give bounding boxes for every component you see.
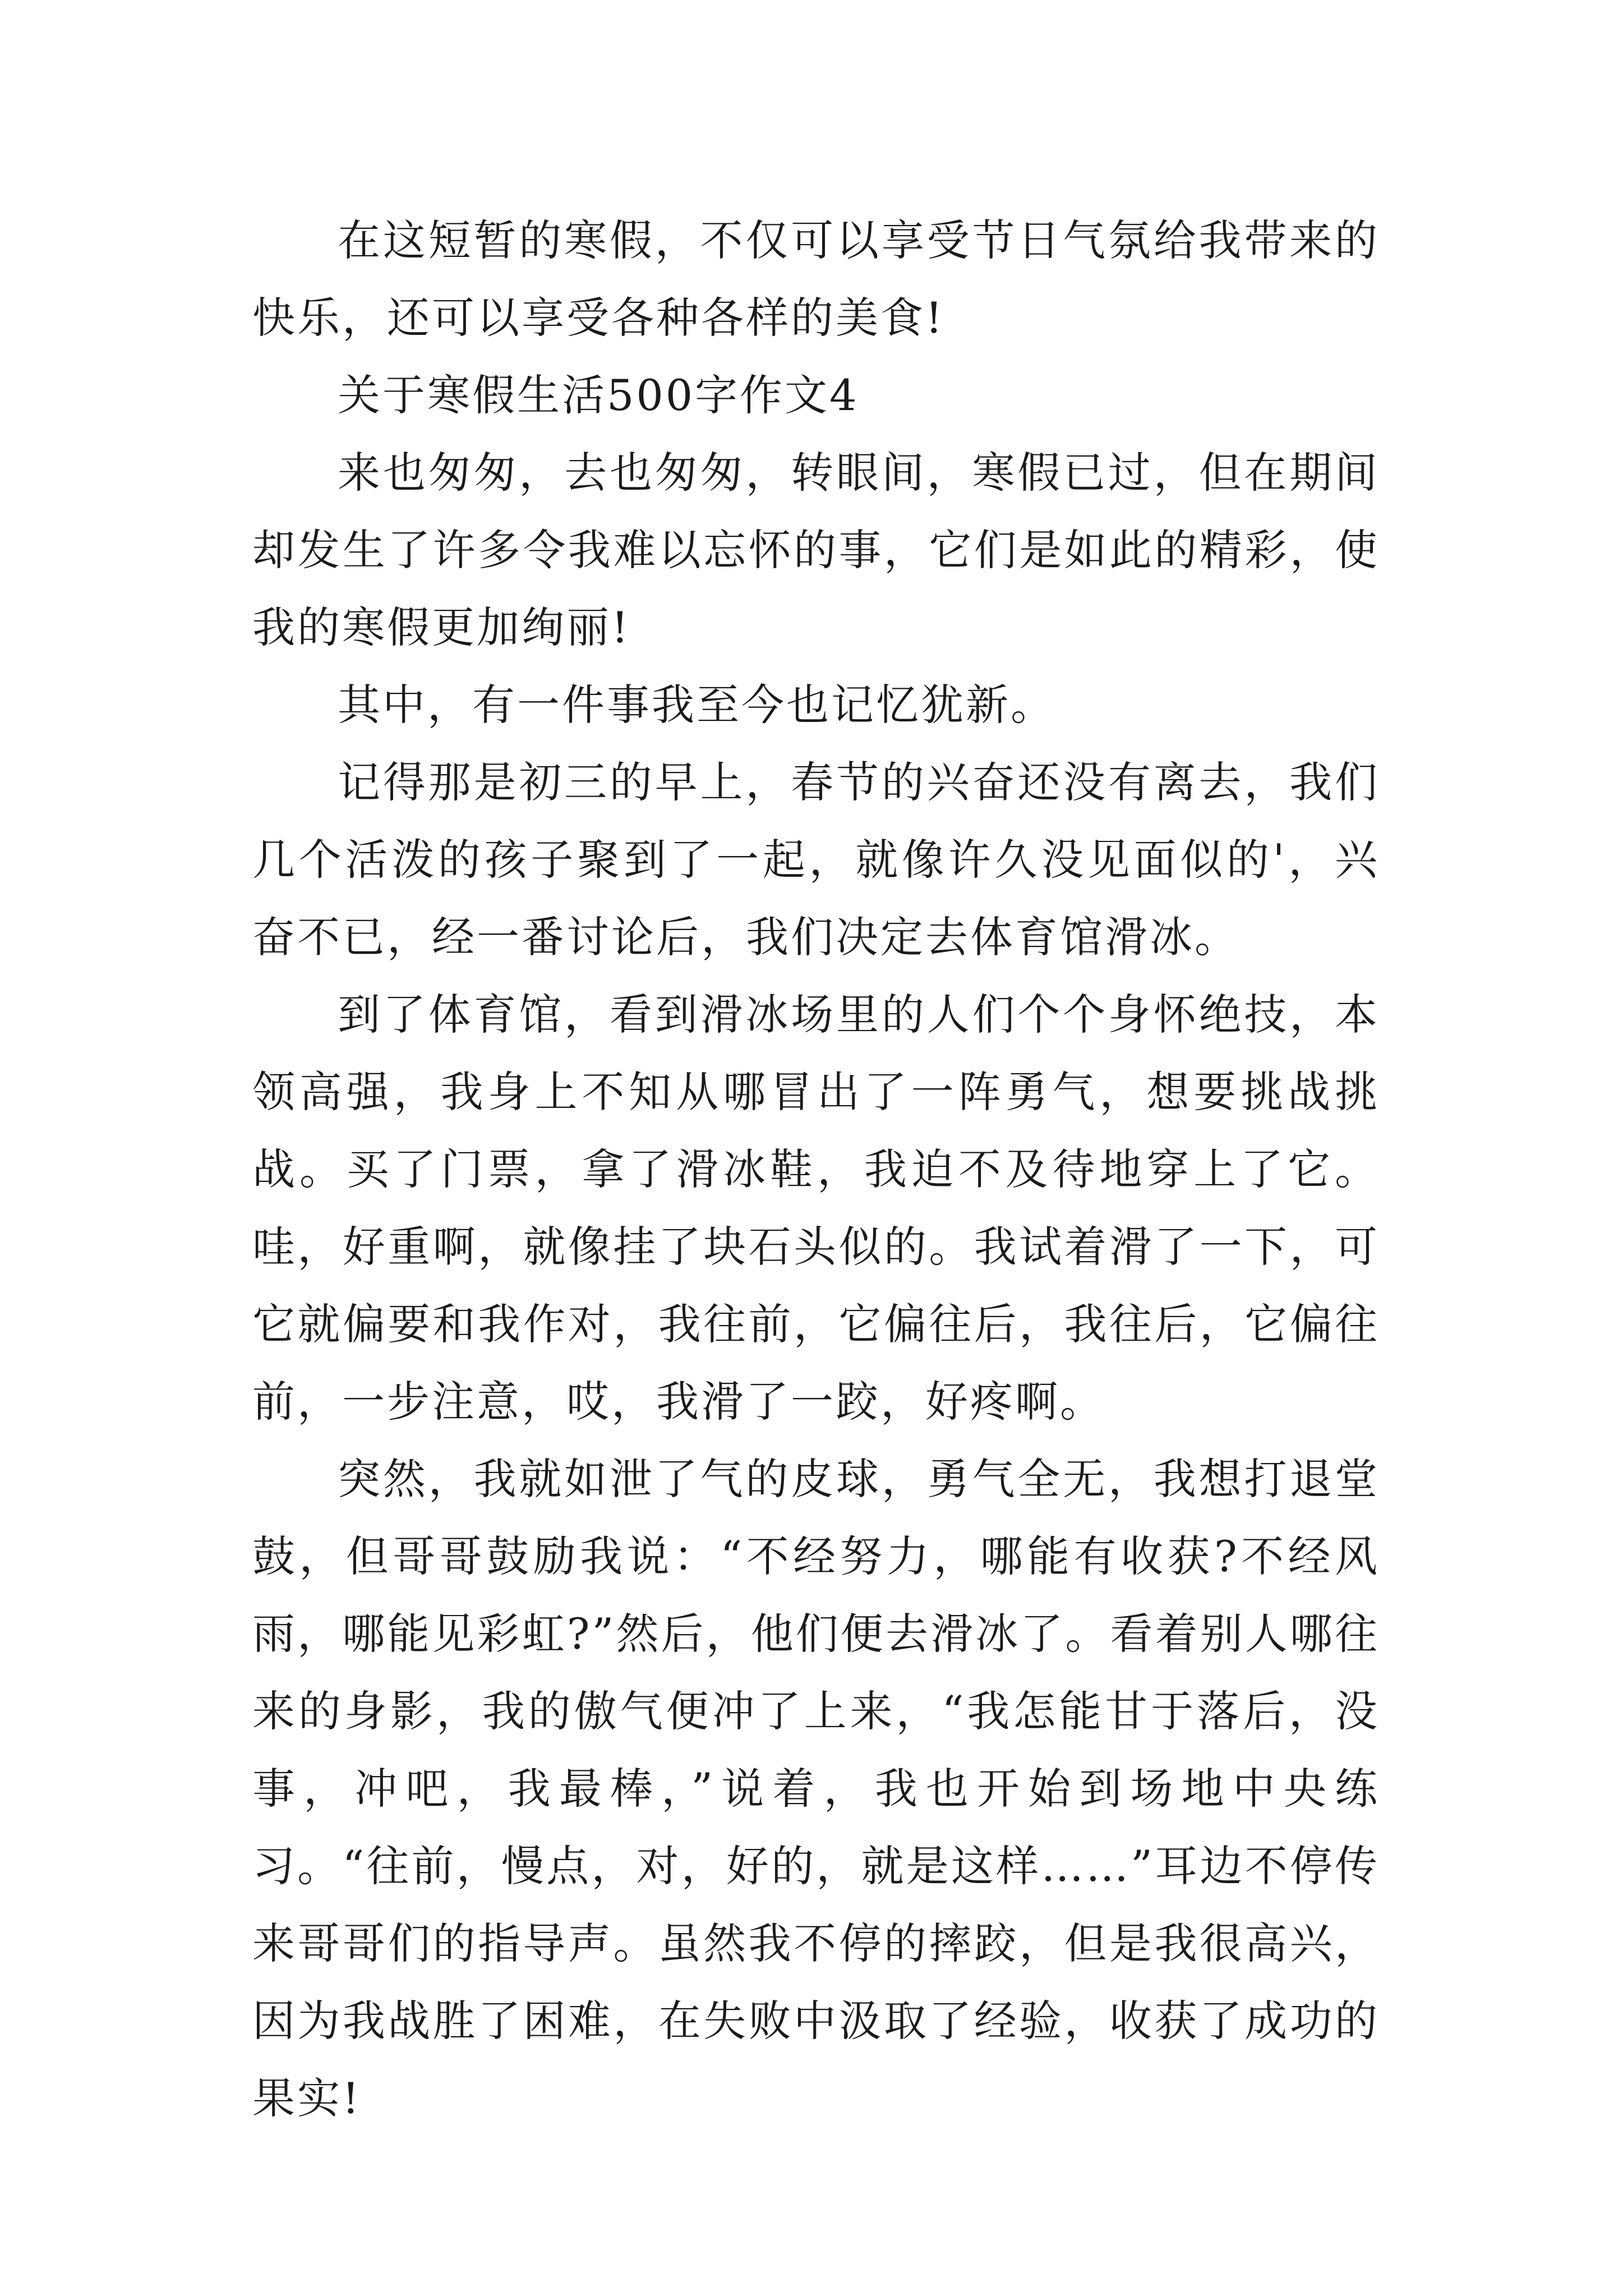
paragraph-skating-success: 突然，我就如泄了气的皮球，勇气全无，我想打退堂鼓，但哥哥鼓励我说：“不经努力，哪能有收获?不经风雨，哪能见彩虹?”然后，他们便去滑冰了。看着别人哪往来的身影，我的傲气便冲了上来，“我怎能甘于落后，没事，冲吧，我最棒，”说着，我也开始到场地中央练习。“往前，慢点，对，好的，就是这样……”耳边不停传来哥哥们的指导声。虽然我不停的摔跤，但是我很高兴，因为我战胜了困难，在失败中汲取了经验，收获了成功的果实! [252,1454,1380,2123]
essay-title: 关于寒假生活500字作文4 [338,370,859,420]
paragraph-memory: 其中，有一件事我至今也记忆犹新。 [338,680,1055,730]
paragraph-gathering: 记得那是初三的早上，春节的兴奋还没有离去，我们几个活泼的孩子聚到了一起，就像许久没见面似的'，兴奋不已，经一番讨论后，我们决定去体育馆滑冰。 [252,757,1380,962]
essay-body [252,202,1380,2137]
paragraph-intro: 来也匆匆，去也匆匆，转眼间，寒假已过，但在期间却发生了许多令我难以忘怀的事，它们是如此的精彩，使我的寒假更加绚丽! [252,448,1380,652]
paragraph-skating-start: 到了体育馆，看到滑冰场里的人们个个身怀绝技，本领高强，我身上不知从哪冒出了一阵勇气，想要挑战挑战。买了门票，拿了滑冰鞋，我迫不及待地穿上了它。哇，好重啊，就像挂了块石头似的。我试着滑了一下，可它就偏要和我作对，我往前，它偏往后，我往后，它偏往前，一步注意，哎，我滑了一跤，好疼啊。 [252,990,1380,1427]
paragraph-holiday-food: 在这短暂的寒假，不仅可以享受节日气氛给我带来的快乐，还可以享受各种各样的美食! [252,215,1380,343]
